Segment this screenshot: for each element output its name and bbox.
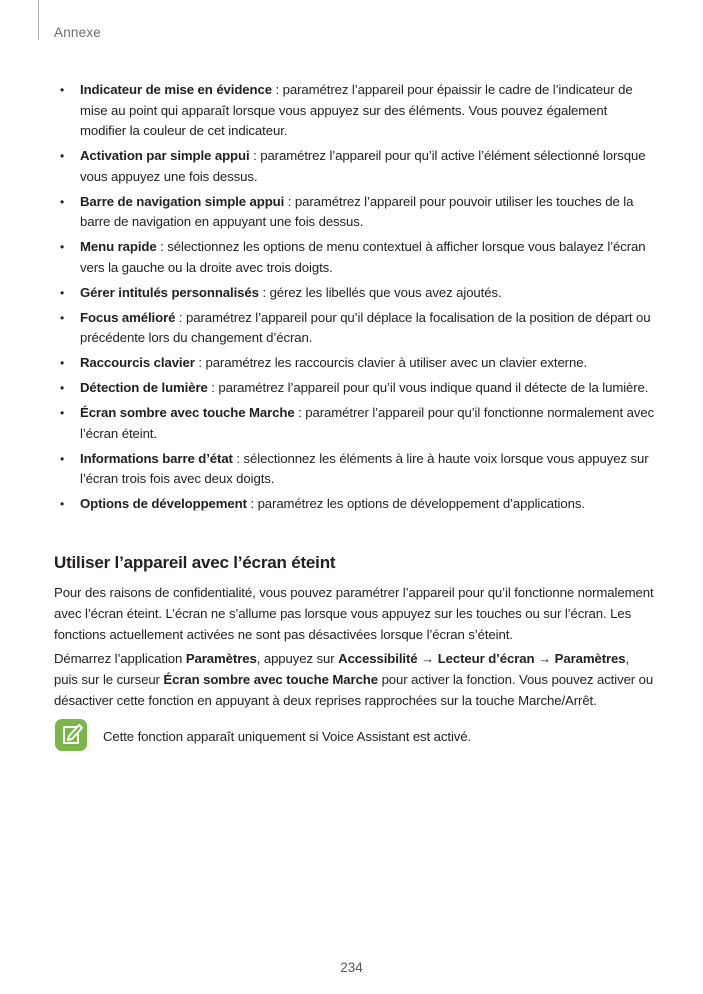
running-header: Annexe: [54, 25, 101, 40]
bullet-icon: •: [60, 406, 65, 420]
option-description: : paramétrez l’appareil pour qu’il déplace la focalisation de la position de départ ou précédente lors du changement d’écran.: [80, 309, 651, 345]
bullet-icon: •: [60, 310, 65, 325]
bullet-icon: •: [60, 381, 65, 395]
toggle-name: Écran sombre avec touche Marche: [163, 672, 378, 687]
option-term: Options de développement: [80, 496, 247, 511]
steps-text: , appuyez sur: [256, 651, 339, 666]
option-term: Écran sombre avec touche Marche: [80, 405, 295, 420]
option-term: Informations barre d’état: [80, 450, 233, 466]
page-number: 234: [340, 960, 363, 975]
option-term: Détection de lumière: [80, 380, 208, 395]
note-text: Cette fonction apparaît uniquement si Voice Assistant est activé.: [103, 729, 472, 744]
option-description: : paramétrez l’appareil pour qu’il active l’élément sélectionné lorsque vous appuyez une fois dessus.: [80, 148, 646, 184]
list-item: [56, 494, 656, 515]
menu-path-screen-reader: Lecteur d’écran: [437, 651, 535, 666]
bullet-icon: •: [60, 497, 65, 511]
note-pencil-icon: [55, 719, 87, 751]
option-description: : paramétrez les options de développement d’applications.: [246, 496, 585, 511]
option-description: : paramétrez les raccourcis clavier à utiliser avec un clavier externe.: [194, 355, 588, 370]
list-item: [56, 308, 656, 349]
bullet-icon: •: [60, 356, 65, 370]
option-term: Focus amélioré: [80, 309, 176, 325]
list-item: [56, 146, 656, 187]
steps-text: , puis sur le curseur: [54, 651, 630, 687]
list-item: [56, 353, 656, 374]
arrow-icon: →: [534, 651, 555, 666]
option-description: : sélectionnez les éléments à lire à haute voix lorsque vous appuyez sur l’écran trois fois avec deux doigts.: [80, 450, 649, 486]
section-heading: Utiliser l’appareil avec l’écran éteint: [54, 553, 336, 572]
option-description: : paramétrez l’appareil pour pouvoir utiliser les touches de la barre de navigation en appuyant une fois dessus.: [80, 193, 634, 229]
section-intro-paragraph: Pour des raisons de confidentialité, vous pouvez paramétrer l’appareil pour qu’il fonctionne normalement avec l’écran éteint. L’écran ne s’allume pas lorsque vous appuyez sur les touches ou sur l’écran. Les fonctions actuellement activées ne sont pas désactivées lorsque l’écran s’éteint.: [54, 585, 654, 642]
option-description: : sélectionnez les options de menu contextuel à afficher lorsque vous balayez l’écran vers la gauche ou la droite avec trois doigts.: [80, 239, 646, 275]
option-term: Raccourcis clavier: [80, 355, 195, 370]
option-description: : paramétrez l’appareil pour qu’il vous indique quand il détecte de la lumière.: [207, 380, 649, 395]
list-item: [56, 80, 656, 142]
option-description: : gérez les libellés que vous avez ajoutés.: [258, 284, 502, 300]
bullet-icon: •: [60, 149, 65, 163]
steps-text: Démarrez l’application: [54, 651, 186, 666]
option-description: : paramétrez l’appareil pour épaissir le cadre de l’indicateur de mise au point qui apparaît lorsque vous appuyez sur des éléments. Vous pouvez également modifier la couleur de cet indicateur.: [80, 82, 633, 138]
option-description: : paramétrer l’appareil pour qu’il fonctionne normalement avec l’écran éteint.: [80, 405, 655, 441]
accessibility-options-list: [56, 80, 656, 519]
section-steps-paragraph: [54, 648, 654, 711]
option-term: Gérer intitulés personnalisés: [80, 284, 259, 300]
bullet-icon: •: [60, 451, 65, 466]
menu-path-settings: Paramètres: [185, 651, 257, 666]
option-term: Activation par simple appui: [80, 148, 250, 163]
option-term: Indicateur de mise en évidence: [80, 82, 272, 97]
bullet-icon: •: [60, 240, 65, 254]
bullet-icon: •: [60, 83, 65, 97]
menu-path-accessibility: Accessibilité: [338, 651, 418, 666]
list-item: [56, 192, 656, 233]
list-item: [56, 403, 656, 444]
list-item: [56, 237, 656, 278]
steps-text: pour activer la fonction. Vous pouvez activer ou désactiver cette fonction en appuyant à deux reprises rapprochées sur la touche Marche/Arrêt.: [54, 672, 654, 708]
bullet-icon: •: [60, 285, 65, 300]
option-term: Menu rapide: [80, 239, 157, 254]
list-item: [56, 449, 656, 490]
margin-rule: [38, 0, 39, 40]
list-item: [56, 283, 656, 304]
list-item: [56, 378, 656, 399]
arrow-icon: →: [417, 651, 438, 666]
menu-path-parameters: Paramètres: [554, 651, 626, 666]
option-term: Barre de navigation simple appui: [80, 193, 285, 209]
bullet-icon: •: [60, 194, 65, 209]
